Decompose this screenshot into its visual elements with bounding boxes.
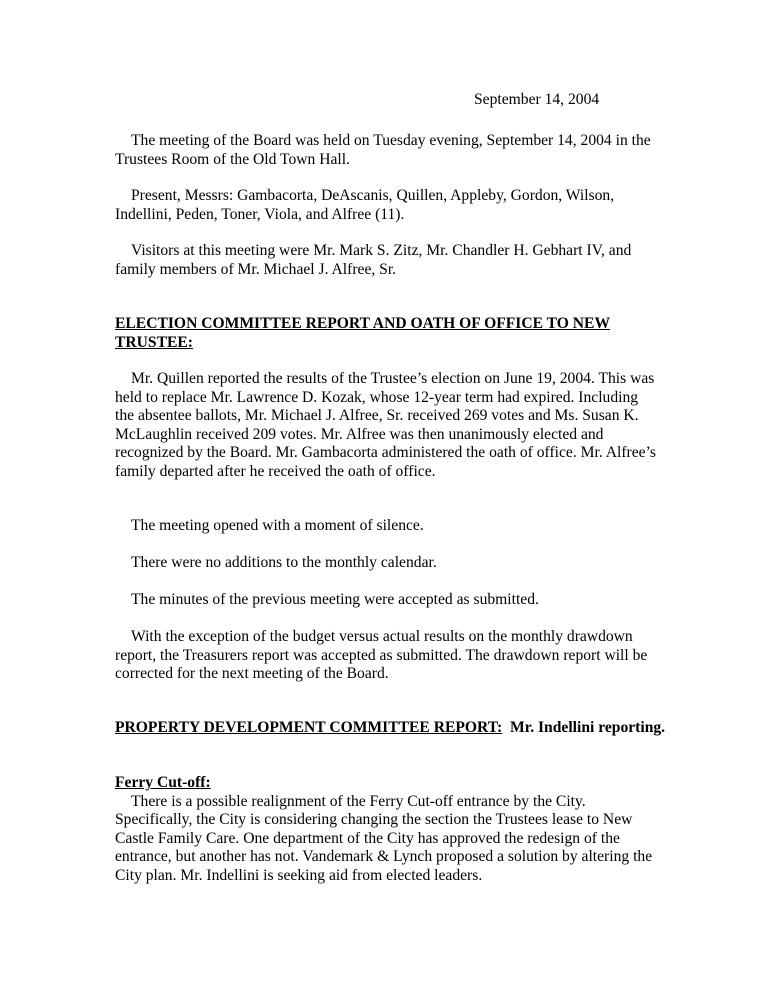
heading-property-development bbox=[115, 719, 675, 738]
paragraph-ferry-cutoff: There is a possible realignment of the Ferry Cut-off entrance by the City. Specifically, the City is considering changing the section the Trustees lease to New Castle Family Care. One department of the City has approved the redesign of the entrance, but another has not. Vandemark & Lynch proposed a solution by altering the City plan. Mr. Indellini is seeking aid from elected leaders. bbox=[115, 792, 653, 884]
paragraph-calendar: There were no additions to the monthly calendar. bbox=[131, 554, 437, 571]
heading-ferry-cutoff: Ferry Cut-off: bbox=[115, 774, 211, 791]
paragraph-meeting-location: The meeting of the Board was held on Tuesday evening, September 14, 2004 in the Trustees Room of the Old Town Hall. bbox=[115, 132, 651, 168]
meeting-date: September 14, 2004 bbox=[474, 91, 600, 108]
paragraph-treasurer-report: With the exception of the budget versus actual results on the monthly drawdown report, the Treasurers report was accepted as submitted. The drawdown report will be corrected for the next meeting of the Board. bbox=[115, 628, 648, 682]
paragraph-visitors: Visitors at this meeting were Mr. Mark S. Zitz, Mr. Chandler H. Gebhart IV, and family members of Mr. Michael J. Alfree, Sr. bbox=[115, 242, 632, 278]
paragraph-attendees: Present, Messrs: Gambacorta, DeAscanis, Quillen, Appleby, Gordon, Wilson, Indellini, Peden, Toner, Viola, and Alfree (11). bbox=[115, 187, 615, 223]
paragraph-moment-of-silence: The meeting opened with a moment of silence. bbox=[131, 517, 424, 534]
heading-election-committee: ELECTION COMMITTEE REPORT AND OATH OF OFFICE TO NEW TRUSTEE: bbox=[115, 315, 611, 351]
section-ferry-cutoff bbox=[115, 774, 660, 885]
paragraph-election-results: Mr. Quillen reported the results of the Trustee’s election on June 19, 2004. This was held to replace Mr. Lawrence D. Kozak, whose 12-year term had expired. Including the absentee ballots, Mr. Michael J. Alfree, Sr. received 269 votes and Ms. Susan K. McLaughlin received 209 votes. Mr. Alfree was then unanimously elected and recognized by the Board. Mr. Gambacorta administered the oath of office. Mr. Alfree’s family departed after he received the oath of office. bbox=[115, 370, 656, 480]
paragraph-minutes: The minutes of the previous meeting were accepted as submitted. bbox=[131, 591, 539, 608]
property-committee-title: PROPERTY DEVELOPMENT COMMITTEE REPORT: bbox=[115, 719, 503, 736]
property-committee-reporter: Mr. Indellini reporting. bbox=[509, 719, 666, 736]
